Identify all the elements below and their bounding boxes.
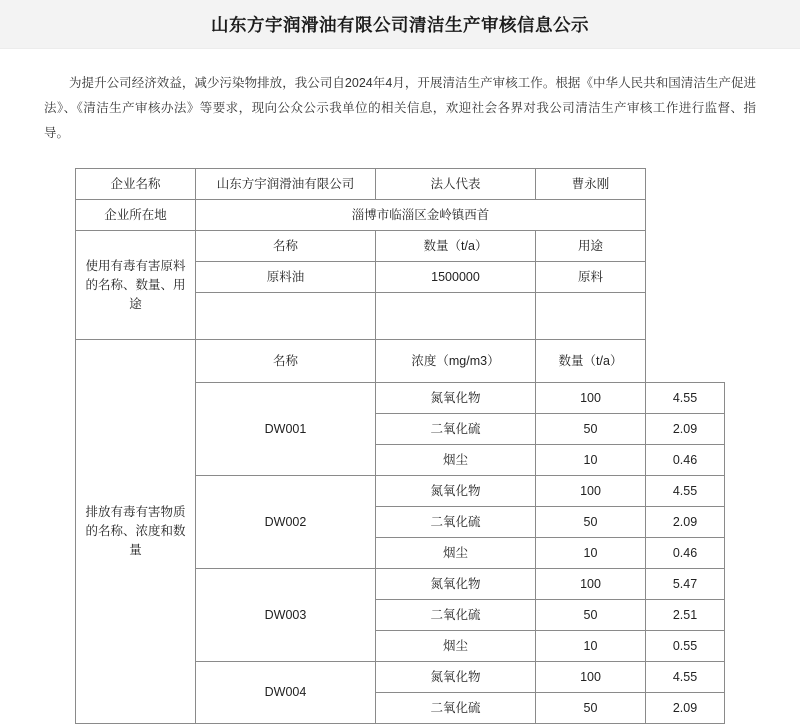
document-body: [0, 71, 800, 724]
pollutant-concentration: 100: [536, 476, 646, 507]
materials-label: 使用有毒有害原料的名称、数量、用途: [76, 231, 196, 340]
emissions-header-concentration: 浓度（mg/m3）: [376, 340, 536, 383]
material-use-empty: [536, 293, 646, 340]
pollutant-name: 氮氧化物: [376, 383, 536, 414]
emissions-header-name: 名称: [196, 340, 376, 383]
pollutant-name: 二氧化硫: [376, 693, 536, 724]
table-body: [76, 169, 725, 724]
pollutant-quantity: 2.09: [646, 414, 725, 445]
pollutant-concentration: 50: [536, 414, 646, 445]
legal-rep-label: 法人代表: [376, 169, 536, 200]
document-header: [0, 0, 800, 49]
table-row: [76, 169, 725, 200]
pollutant-name: 烟尘: [376, 445, 536, 476]
pollutant-name: 氮氧化物: [376, 476, 536, 507]
pollutant-name: 二氧化硫: [376, 507, 536, 538]
pollutant-quantity: 2.09: [646, 507, 725, 538]
pollutant-concentration: 10: [536, 631, 646, 662]
pollutant-quantity: 0.46: [646, 538, 725, 569]
pollutant-quantity: 2.09: [646, 693, 725, 724]
pollutant-concentration: 50: [536, 600, 646, 631]
pollutant-quantity: 5.47: [646, 569, 725, 600]
pollutant-name: 烟尘: [376, 538, 536, 569]
pollutant-quantity: 0.46: [646, 445, 725, 476]
materials-header-use: 用途: [536, 231, 646, 262]
material-quantity-empty: [376, 293, 536, 340]
table-row: [76, 340, 725, 383]
intro-paragraph: 为提升公司经济效益，减少污染物排放，我公司自2024年4月，开展清洁生产审核工作。根据《中华人民共和国清洁生产促进法》、《清洁生产审核办法》等要求，现向公众公示我单位的相关信息，欢迎社会各界对我公司清洁生产审核工作进行监督、指导。: [44, 76, 756, 140]
outlet-code: DW001: [196, 383, 376, 476]
pollutant-name: 氮氧化物: [376, 569, 536, 600]
pollutant-concentration: 100: [536, 662, 646, 693]
table-row: [76, 200, 725, 231]
pollutant-concentration: 10: [536, 538, 646, 569]
pollutant-name: 二氧化硫: [376, 600, 536, 631]
pollutant-concentration: 100: [536, 383, 646, 414]
pollutant-name: 氮氧化物: [376, 662, 536, 693]
outlet-code: DW004: [196, 662, 376, 724]
pollutant-quantity: 2.51: [646, 600, 725, 631]
materials-header-name: 名称: [196, 231, 376, 262]
material-quantity: 1500000: [376, 262, 536, 293]
materials-header-quantity: 数量（t/a）: [376, 231, 536, 262]
table-row: [76, 231, 725, 262]
address-label: 企业所在地: [76, 200, 196, 231]
pollutant-concentration: 10: [536, 445, 646, 476]
pollutant-quantity: 4.55: [646, 383, 725, 414]
material-name-empty: [196, 293, 376, 340]
outlet-code: DW003: [196, 569, 376, 662]
pollutant-concentration: 50: [536, 507, 646, 538]
emissions-label: 排放有毒有害物质的名称、浓度和数量: [76, 340, 196, 724]
address-value: 淄博市临淄区金岭镇西首: [196, 200, 646, 231]
pollutant-quantity: 0.55: [646, 631, 725, 662]
outlet-code: DW002: [196, 476, 376, 569]
pollutant-name: 二氧化硫: [376, 414, 536, 445]
legal-rep-value: 曹永刚: [536, 169, 646, 200]
page-title: 山东方宇润滑油有限公司清洁生产审核信息公示: [211, 14, 589, 35]
material-use: 原料: [536, 262, 646, 293]
pollutant-name: 烟尘: [376, 631, 536, 662]
public-disclosure-table: [75, 168, 725, 724]
company-name-label: 企业名称: [76, 169, 196, 200]
company-name-value: 山东方宇润滑油有限公司: [196, 169, 376, 200]
emissions-header-quantity: 数量（t/a）: [536, 340, 646, 383]
material-name: 原料油: [196, 262, 376, 293]
pollutant-quantity: 4.55: [646, 662, 725, 693]
pollutant-concentration: 50: [536, 693, 646, 724]
pollutant-quantity: 4.55: [646, 476, 725, 507]
pollutant-concentration: 100: [536, 569, 646, 600]
